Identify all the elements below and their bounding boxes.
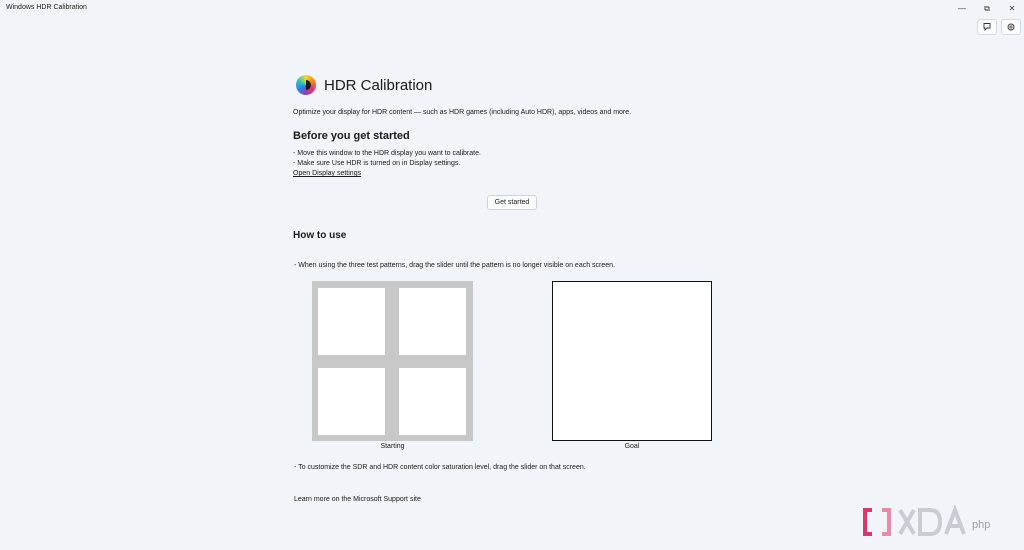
pattern-square (399, 368, 466, 435)
intro-text: Optimize your display for HDR content — such as HDR games (including Auto HDR), apps, videos and more. (293, 109, 632, 116)
gear-icon (1006, 22, 1016, 32)
customize-text: - To customize the SDR and HDR content color saturation level, drag the slider on that screen. (294, 464, 586, 471)
page-title: HDR Calibration (324, 76, 433, 94)
settings-button[interactable] (1001, 19, 1021, 35)
starting-pattern (312, 281, 473, 441)
restore-button[interactable]: ⧉ (984, 3, 990, 13)
get-started-button[interactable]: Get started (487, 195, 537, 210)
page-header (293, 72, 733, 98)
learn-more-link[interactable]: Learn more on the Microsoft Support site (294, 496, 421, 503)
main-content (293, 72, 733, 503)
goal-label: Goal (624, 443, 640, 450)
minimize-button[interactable]: — (958, 4, 966, 13)
step-use-hdr: - Make sure Use HDR is turned on in Display settings. (293, 160, 461, 167)
pattern-square (318, 288, 385, 355)
before-heading: Before you get started (293, 130, 410, 142)
xda-logo-icon (860, 504, 1010, 540)
open-display-settings-link[interactable]: Open Display settings (293, 170, 362, 177)
step-move-window: - Move this window to the HDR display you want to calibrate. (293, 150, 481, 157)
feedback-icon (982, 22, 992, 32)
goal-pattern (552, 281, 712, 441)
watermark-site: php (972, 519, 991, 531)
how-to-use-text: - When using the three test patterns, drag the slider until the pattern is no longer visible on each screen. (294, 262, 616, 269)
hdr-color-wheel-icon (296, 75, 316, 95)
pattern-square (399, 288, 466, 355)
starting-label: Starting (380, 443, 405, 450)
feedback-button[interactable] (977, 19, 997, 35)
how-to-use-heading: How to use (293, 230, 347, 241)
window-title: Windows HDR Calibration (6, 4, 87, 11)
close-button[interactable]: ✕ (1008, 4, 1016, 13)
title-bar (0, 0, 1024, 18)
pattern-square (318, 368, 385, 435)
watermark (860, 504, 1010, 540)
